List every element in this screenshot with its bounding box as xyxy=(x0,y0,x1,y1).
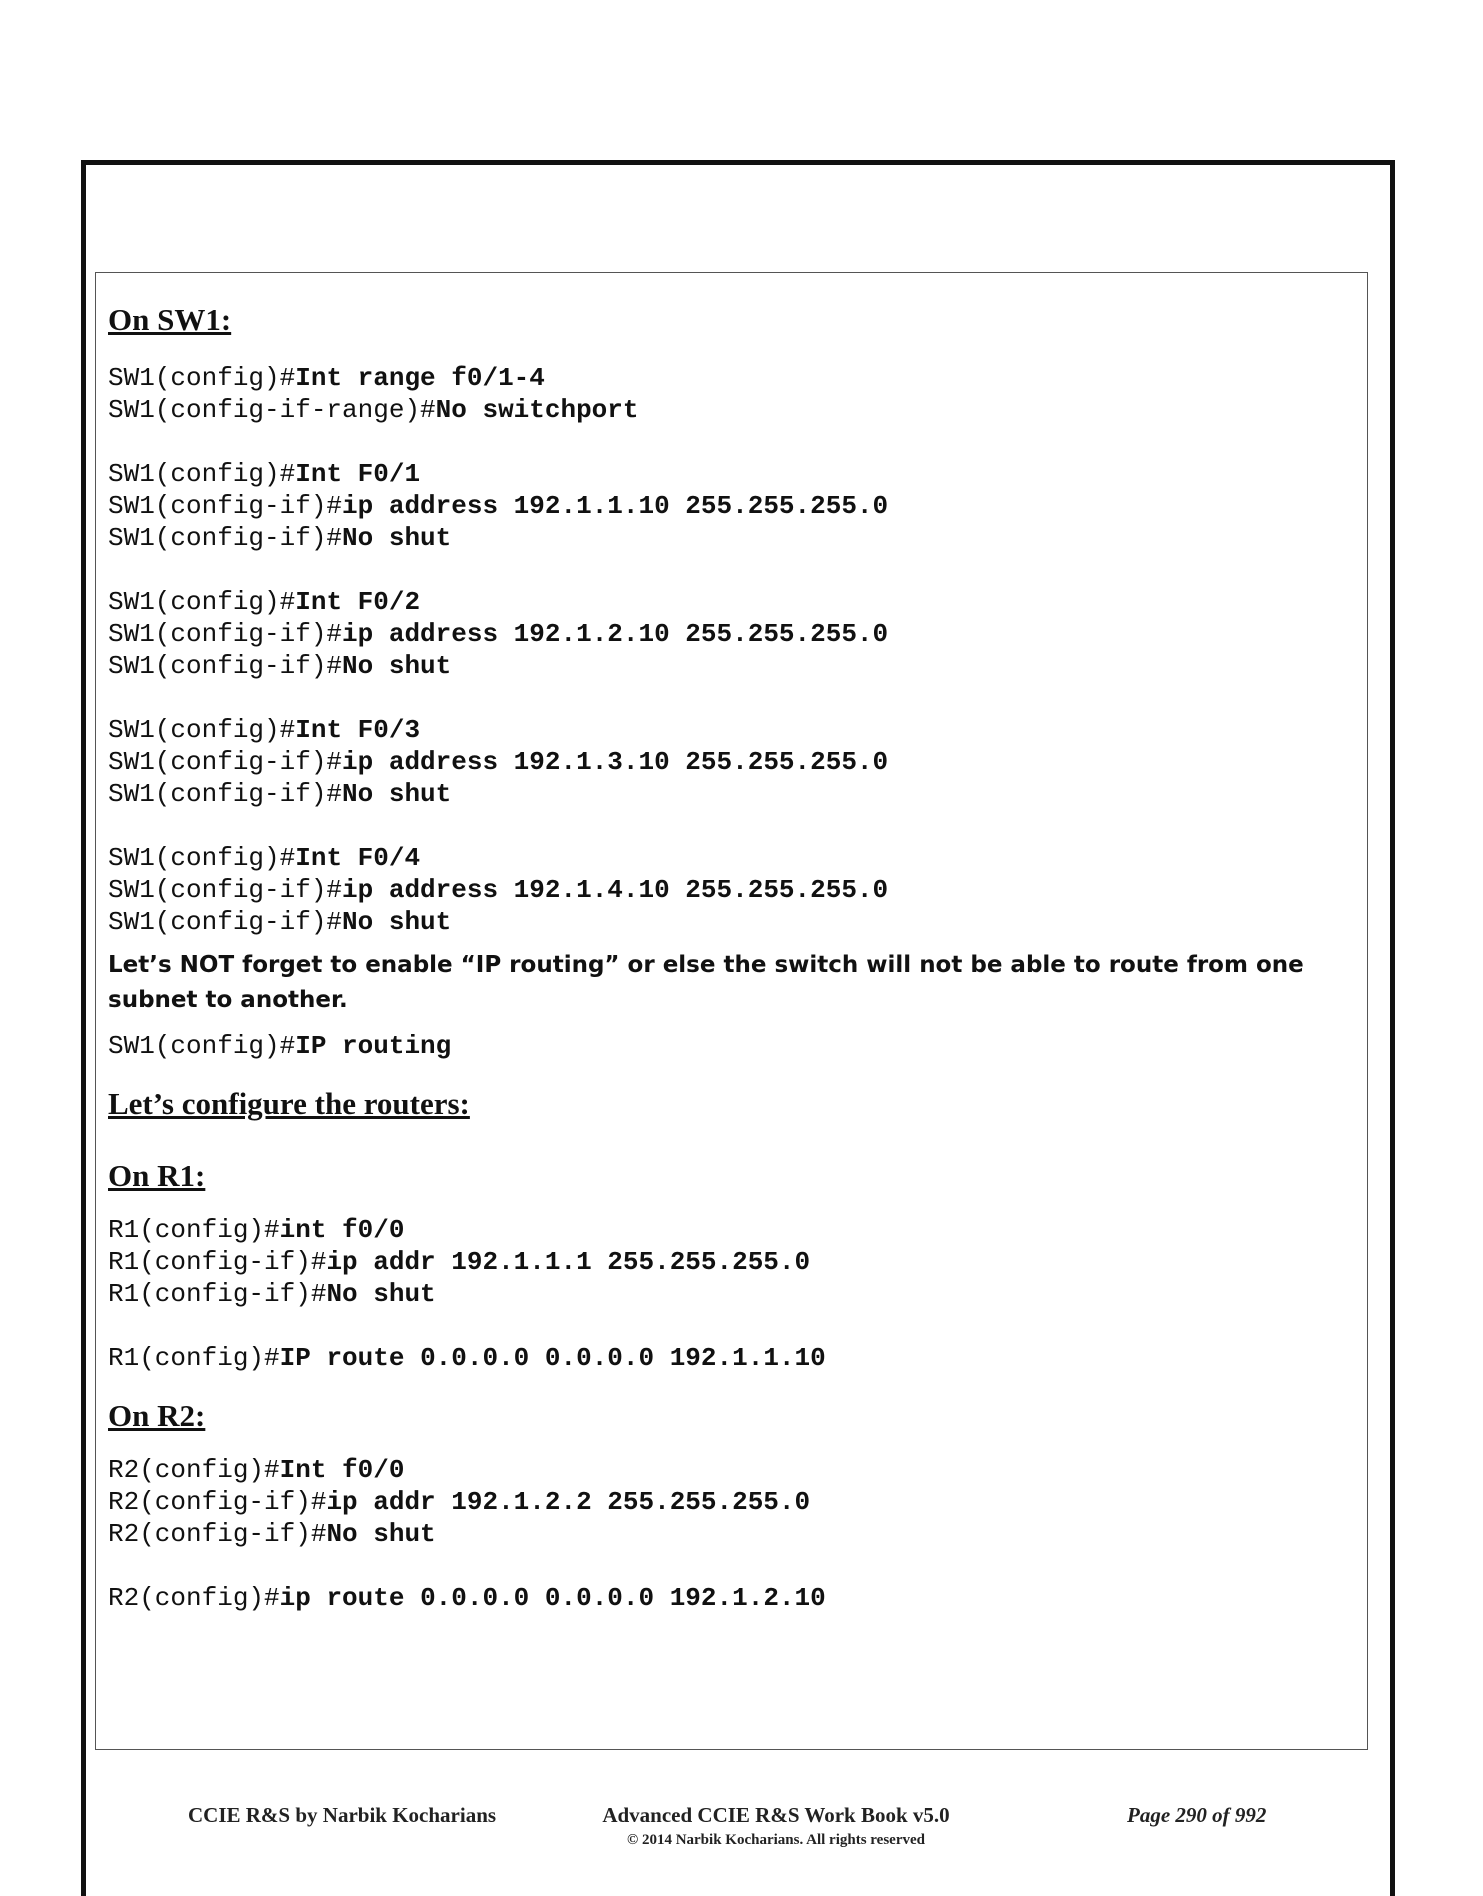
cli-prompt: SW1(config)# xyxy=(108,363,296,393)
section-heading-routers: Let’s configure the routers: xyxy=(108,1086,470,1121)
cli-prompt: SW1(config-if)# xyxy=(108,651,343,681)
code-block xyxy=(108,1342,1348,1374)
sw1-code xyxy=(108,362,1348,938)
cli-prompt: SW1(config)# xyxy=(108,587,296,617)
cli-prompt: SW1(config-if)# xyxy=(108,747,343,777)
cli-command: ip addr 192.1.2.2 255.255.255.0 xyxy=(326,1487,811,1517)
code-block xyxy=(108,362,1348,426)
cli-prompt: SW1(config-if)# xyxy=(108,907,343,937)
footer-author: CCIE R&S by Narbik Kocharians xyxy=(188,1803,497,1827)
cli-command: Int F0/2 xyxy=(295,587,421,617)
command-line xyxy=(108,650,1348,682)
r1-code xyxy=(108,1214,1348,1374)
section-heading-sw1: On SW1: xyxy=(108,302,232,337)
command-line xyxy=(108,490,1348,522)
cli-prompt: SW1(config-if)# xyxy=(108,875,343,905)
code-block xyxy=(108,714,1348,810)
cli-prompt: R1(config)# xyxy=(108,1343,280,1373)
cli-command: ip address 192.1.1.10 255.255.255.0 xyxy=(342,491,889,521)
cli-prompt: SW1(config-if)# xyxy=(108,779,343,809)
command-line xyxy=(108,1454,1348,1486)
cli-prompt: R2(config)# xyxy=(108,1583,280,1613)
section-heading-r1: On R1: xyxy=(108,1158,206,1193)
command-line xyxy=(108,906,1348,938)
cli-command: Int F0/3 xyxy=(295,715,421,745)
code-block xyxy=(108,1214,1348,1310)
document-content xyxy=(108,300,1348,1614)
cli-command: Int f0/0 xyxy=(279,1455,405,1485)
cli-command: int f0/0 xyxy=(279,1215,405,1245)
command-line xyxy=(108,874,1348,906)
footer-copyright: © 2014 Narbik Kocharians. All rights reserved xyxy=(626,1832,925,1848)
command-line xyxy=(108,522,1348,554)
cli-prompt: R2(config)# xyxy=(108,1455,280,1485)
footer-page-number: Page 290 of 992 xyxy=(1127,1803,1267,1827)
command-line xyxy=(108,1278,1348,1310)
cli-command: ip route 0.0.0.0 0.0.0.0 192.1.2.10 xyxy=(279,1583,826,1613)
cli-command: IP routing xyxy=(295,1031,452,1061)
cli-command: ip addr 192.1.1.1 255.255.255.0 xyxy=(326,1247,811,1277)
cli-command: Int F0/4 xyxy=(295,843,421,873)
command-line xyxy=(108,1030,1348,1062)
command-line xyxy=(108,1582,1348,1614)
sw1-routing-code xyxy=(108,1030,1348,1062)
cli-prompt: SW1(config)# xyxy=(108,1031,296,1061)
cli-command: ip address 192.1.4.10 255.255.255.0 xyxy=(342,875,889,905)
footer-book-title: Advanced CCIE R&S Work Book v5.0 xyxy=(602,1803,950,1827)
command-line xyxy=(108,1342,1348,1374)
cli-command: IP route 0.0.0.0 0.0.0.0 192.1.1.10 xyxy=(279,1343,826,1373)
code-block xyxy=(108,842,1348,938)
cli-command: Int F0/1 xyxy=(295,459,421,489)
cli-prompt: SW1(config)# xyxy=(108,715,296,745)
code-block xyxy=(108,586,1348,682)
cli-prompt: SW1(config-if-range)# xyxy=(108,395,436,425)
code-block xyxy=(108,458,1348,554)
cli-command: ip address 192.1.2.10 255.255.255.0 xyxy=(342,619,889,649)
cli-command: No shut xyxy=(342,907,452,937)
command-line xyxy=(108,1246,1348,1278)
cli-prompt: R2(config-if)# xyxy=(108,1519,327,1549)
command-line xyxy=(108,618,1348,650)
command-line xyxy=(108,714,1348,746)
r2-code xyxy=(108,1454,1348,1614)
cli-prompt: SW1(config)# xyxy=(108,843,296,873)
cli-prompt: R1(config-if)# xyxy=(108,1279,327,1309)
cli-prompt: R1(config)# xyxy=(108,1215,280,1245)
cli-prompt: R1(config-if)# xyxy=(108,1247,327,1277)
cli-command: No switchport xyxy=(435,395,639,425)
command-line xyxy=(108,746,1348,778)
footer-title xyxy=(576,1803,976,1849)
command-line xyxy=(108,778,1348,810)
routing-note: Let’s NOT forget to enable “IP routing” or else the switch will not be able to route from one subnet to another. xyxy=(108,952,1304,1013)
section-heading-r2: On R2: xyxy=(108,1398,206,1433)
command-line xyxy=(108,394,1348,426)
command-line xyxy=(108,586,1348,618)
cli-command: No shut xyxy=(326,1519,436,1549)
command-line xyxy=(108,1486,1348,1518)
command-line xyxy=(108,842,1348,874)
cli-prompt: SW1(config)# xyxy=(108,459,296,489)
code-block xyxy=(108,1582,1348,1614)
command-line xyxy=(108,362,1348,394)
command-line xyxy=(108,458,1348,490)
command-line xyxy=(108,1518,1348,1550)
cli-prompt: SW1(config-if)# xyxy=(108,523,343,553)
cli-command: No shut xyxy=(326,1279,436,1309)
code-block xyxy=(108,1454,1348,1550)
cli-command: No shut xyxy=(342,523,452,553)
cli-command: ip address 192.1.3.10 255.255.255.0 xyxy=(342,747,889,777)
cli-command: No shut xyxy=(342,779,452,809)
cli-prompt: R2(config-if)# xyxy=(108,1487,327,1517)
cli-prompt: SW1(config-if)# xyxy=(108,619,343,649)
cli-command: Int range f0/1-4 xyxy=(295,363,545,393)
command-line xyxy=(108,1214,1348,1246)
cli-command: No shut xyxy=(342,651,452,681)
cli-prompt: SW1(config-if)# xyxy=(108,491,343,521)
